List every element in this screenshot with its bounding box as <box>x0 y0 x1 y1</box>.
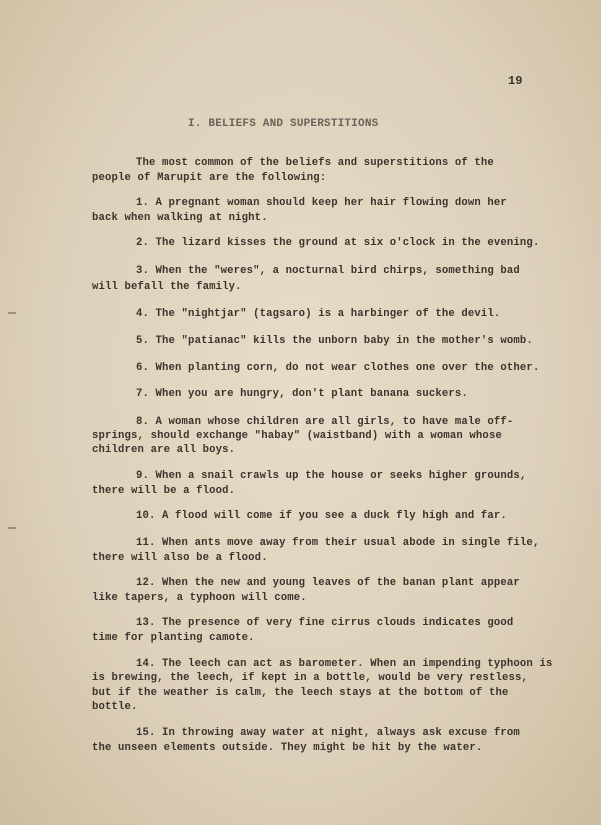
item-line: 12. When the new and young leaves of the banan plant appear <box>136 577 520 589</box>
item-line: children are all boys. <box>92 444 236 456</box>
item-line: but if the weather is calm, the leech stays at the bottom of the <box>92 687 509 699</box>
punch-hole-mark <box>8 312 16 314</box>
item-line: 11. When ants move away from their usual abode in single file, <box>136 537 540 549</box>
item-line: back when walking at night. <box>92 212 268 224</box>
item-line: time for planting camote. <box>92 632 255 644</box>
item-line: 2. The lizard kisses the ground at six o'clock in the evening. <box>136 237 540 249</box>
item-line: 3. When the "weres", a nocturnal bird chirps, something bad <box>136 265 520 277</box>
item-line: 9. When a snail crawls up the house or seeks higher grounds, <box>136 470 527 482</box>
item-line: 7. When you are hungry, don't plant banana suckers. <box>136 388 468 400</box>
item-line: there will also be a flood. <box>92 552 268 564</box>
section-heading: I. BELIEFS AND SUPERSTITIONS <box>188 118 379 130</box>
item-line: the unseen elements outside. They might be hit by the water. <box>92 742 483 754</box>
item-line: like tapers, a typhoon will come. <box>92 592 307 604</box>
item-line: 5. The "patianac" kills the unborn baby in the mother's womb. <box>136 335 533 347</box>
item-line: 13. The presence of very fine cirrus clouds indicates good <box>136 617 514 629</box>
item-line: 6. When planting corn, do not wear clothes one over the other. <box>136 362 540 374</box>
intro-line: people of Marupit are the following: <box>92 172 327 184</box>
item-line: 10. A flood will come if you see a duck fly high and far. <box>136 510 507 522</box>
item-line: springs, should exchange "habay" (waistband) with a woman whose <box>92 430 502 442</box>
item-line: is brewing, the leech, if kept in a bottle, would be very restless, <box>92 672 528 684</box>
item-line: 4. The "nightjar" (tagsaro) is a harbinger of the devil. <box>136 308 501 320</box>
item-line: 1. A pregnant woman should keep her hair flowing down her <box>136 197 507 209</box>
item-line: 15. In throwing away water at night, always ask excuse from <box>136 727 520 739</box>
item-line: 8. A woman whose children are all girls, to have male off- <box>136 416 514 428</box>
item-line: there will be a flood. <box>92 485 236 497</box>
punch-hole-mark <box>8 527 16 529</box>
page-number: 19 <box>508 74 523 88</box>
item-line: bottle. <box>92 701 138 713</box>
intro-line: The most common of the beliefs and superstitions of the <box>136 157 494 169</box>
item-line: will befall the family. <box>92 281 242 293</box>
item-line: 14. The leech can act as barometer. When an impending typhoon is <box>136 658 553 670</box>
